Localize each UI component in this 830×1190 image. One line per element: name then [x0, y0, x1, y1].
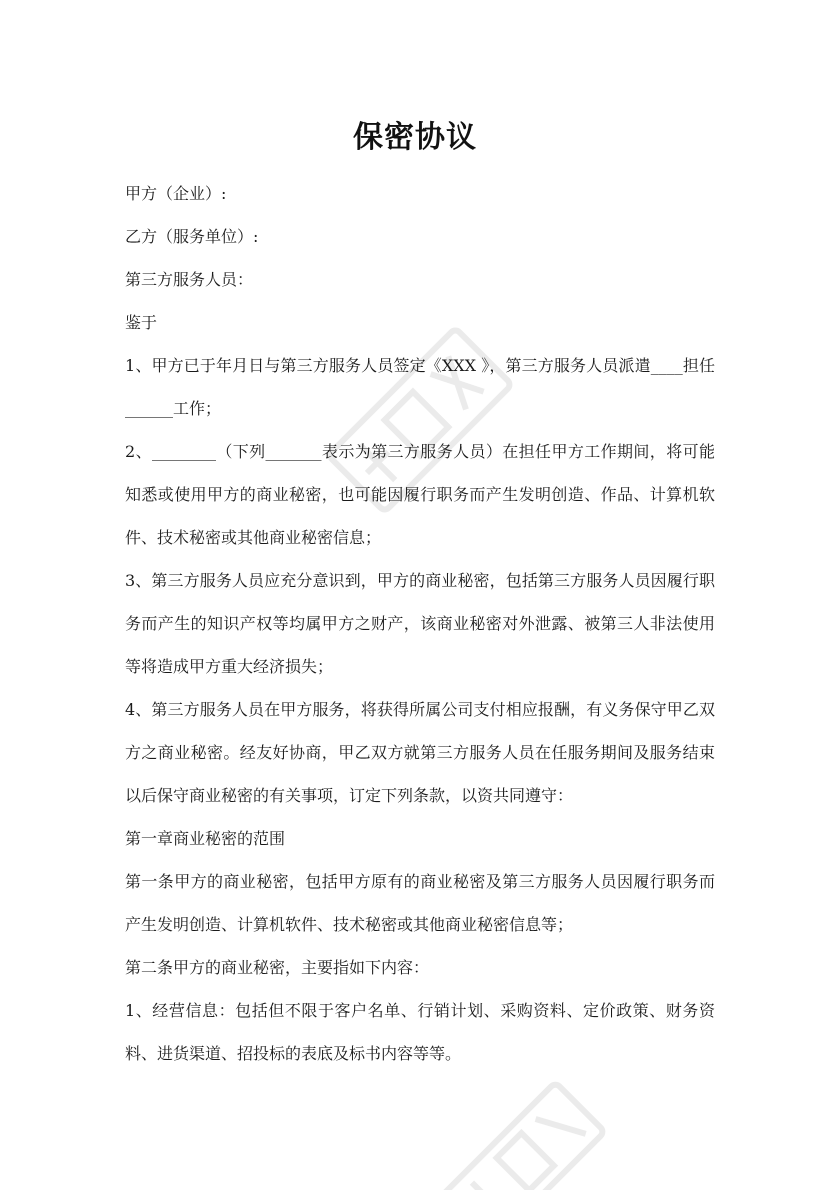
recital-2: 2、________（下列_______表示为第三方服务人员）在担任甲方工作期间，将可能知悉或使用甲方的商业秘密，也可能因履行职务而产生发明创造、作品、计算机软件、技术秘密或其他商业秘密信息； [125, 442, 715, 547]
whereas-heading: 鉴于 [125, 313, 158, 332]
recital-4: 4、第三方服务人员在甲方服务，将获得所属公司支付相应报酬，有义务保守甲乙双方之商业秘密。经友好协商，甲乙双方就第三方服务人员在任服务期间及服务结束以后保守商业秘密的有关事项，订定下列条款，以资共同遵守： [125, 700, 715, 805]
chapter-1-heading: 第一章商业秘密的范围 [125, 829, 286, 848]
recital-3: 3、第三方服务人员应充分意识到，甲方的商业秘密，包括第三方服务人员因履行职务而产生的知识产权等均属甲方之财产，该商业秘密对外泄露、被第三人非法使用等将造成甲方重大经济损失； [125, 571, 715, 676]
third-party-line: 第三方服务人员： [125, 270, 254, 289]
article-1: 第一条甲方的商业秘密，包括甲方原有的商业秘密及第三方服务人员因履行职务而产生发明创造、计算机软件、技术秘密或其他商业秘密信息等； [125, 872, 715, 934]
document-body [125, 172, 715, 1075]
party-a-line: 甲方（企业）: [125, 184, 227, 203]
recital-1: 1、甲方已于年月日与第三方服务人员签定《XXX 》，第三方服务人员派遣____担任______工作； [125, 356, 715, 418]
document-title: 保密协议 [353, 120, 477, 155]
article-2-item-1: 1、经营信息：包括但不限于客户名单、行销计划、采购资料、定价政策、财务资料、进货渠道、招投标的表底及标书内容等等。 [125, 1001, 715, 1063]
party-b-line: 乙方（服务单位）: [125, 227, 259, 246]
article-2: 第二条甲方的商业秘密，主要指如下内容： [125, 958, 430, 977]
